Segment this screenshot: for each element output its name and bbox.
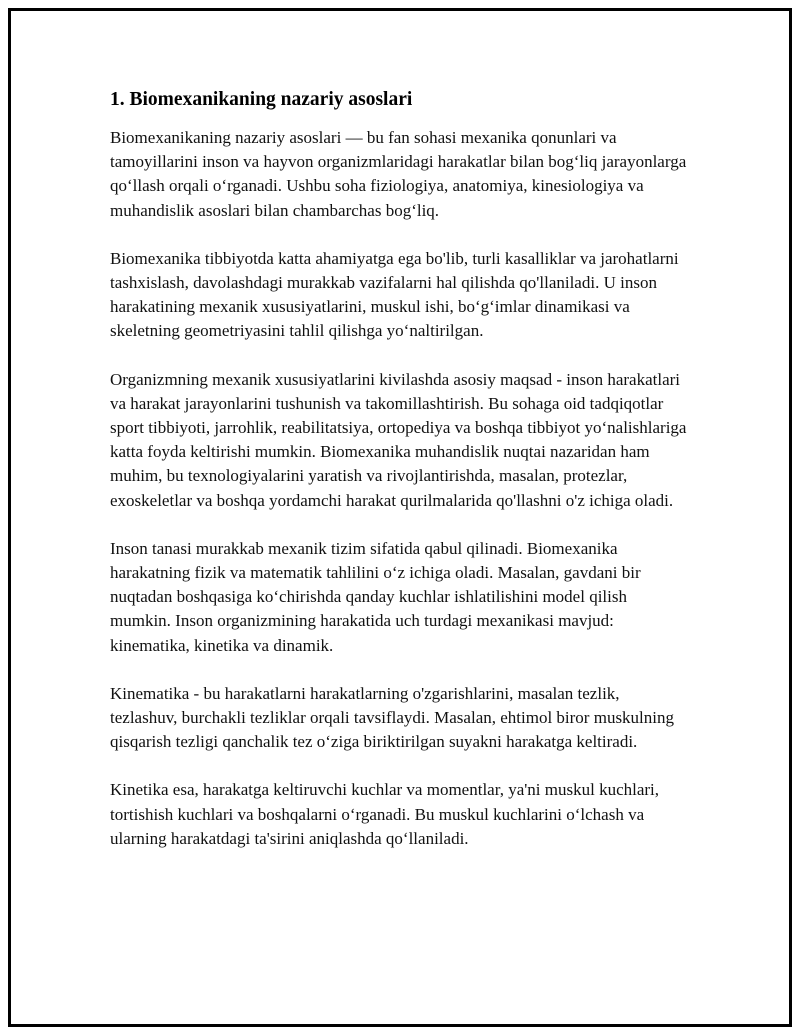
document-body bbox=[110, 88, 690, 875]
paragraph-3: Organizmning mexanik xususiyatlarini kivilashda asosiy maqsad - inson harakatlari va harakat jarayonlarini tushunish va takomillashtirish. Bu sohaga oid tadqiqotlar sport tibbiyoti, jarrohlik, reabilitatsiya, ortopediya va boshqa tibbiyot yo‘nalishlariga katta foyda keltirishi mumkin. Biomexanika muhandislik nuqtai nazaridan ham muhim, bu texnologiyalarini yaratish va rivojlantirishda, masalan, protezlar, exoskeletlar va boshqa yordamchi harakat qurilmalarida qo'llashni o'z ichiga oladi. bbox=[110, 369, 687, 510]
paragraph-2: Biomexanika tibbiyotda katta ahamiyatga ega bo'lib, turli kasalliklar va jarohatlarni tashxislash, davolashdagi murakkab vazifalarni hal qilishda qo'llaniladi. U inson harakatining mexanik xususiyatlarini, muskul ishi, bo‘g‘imlar dinamikasi va skeletning geometriyasini tahlil qilishga yo‘naltirilgan. bbox=[110, 248, 679, 341]
paragraph-4: Inson tanasi murakkab mexanik tizim sifatida qabul qilinadi. Biomexanika harakatning fizik va matematik tahlilini o‘z ichiga oladi. Masalan, gavdani bir nuqtadan boshqasiga ko‘chirishda qanday kuchlar ishlatilishini model qilish mumkin. Inson organizmining harakatida uch turdagi mexanikasi mavjud: kinematika, kinetika va dinamik. bbox=[110, 538, 641, 655]
paragraph-5: Kinematika - bu harakatlarni harakatlarning o'zgarishlarini, masalan tezlik, tezlashuv, burchakli tezliklar orqali tavsiflaydi. Masalan, ehtimol biror muskulning qisqarish tezligi qanchalik tez o‘ziga biriktirilgan suyakni harakatga keltiradi. bbox=[110, 683, 675, 752]
section-heading: 1. Biomexanikaning nazariy asoslari bbox=[110, 89, 413, 110]
paragraph-6: Kinetika esa, harakatga keltiruvchi kuchlar va momentlar, ya'ni muskul kuchlari, tortishish kuchlari va boshqalarni o‘rganadi. Bu muskul kuchlarini o‘lchash va ularning harakatdagi ta'sirini aniqlashda qo‘llaniladi. bbox=[110, 780, 660, 848]
paragraph-1: Biomexanikaning nazariy asoslari — bu fan sohasi mexanika qonunlari va tamoyillarini inson va hayvon organizmlaridagi harakatlar bilan bog‘liq jarayonlarga qo‘llash orqali o‘rganadi. Ushbu soha fiziologiya, anatomiya, kinesiologiya va muhandislik asoslari bilan chambarchas bog‘liq. bbox=[110, 128, 687, 220]
